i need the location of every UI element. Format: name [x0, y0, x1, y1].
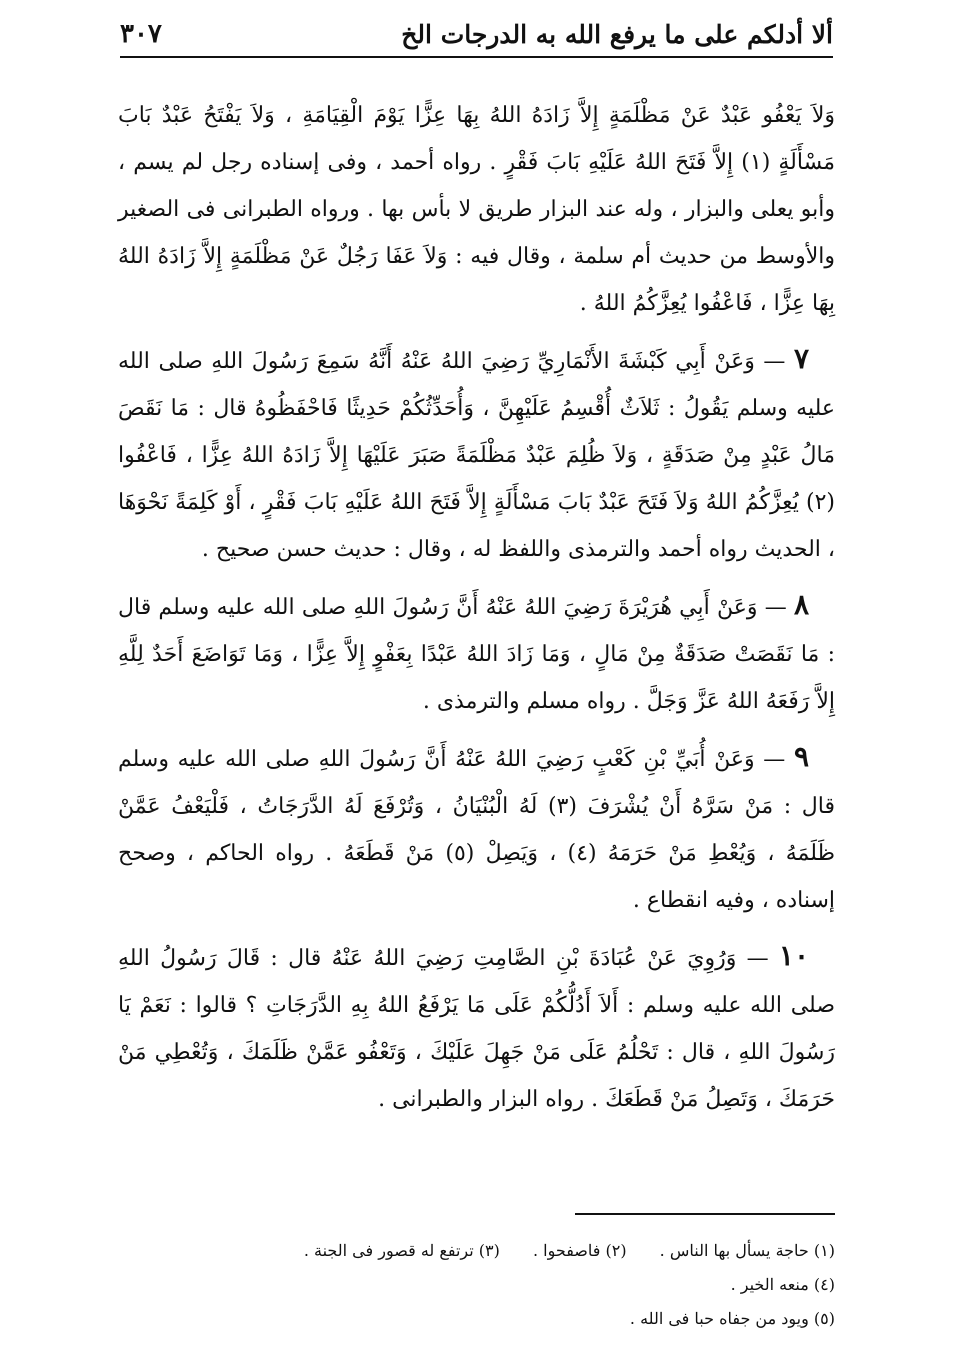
hadith-number: ١٠ — [778, 939, 809, 972]
paragraph-continuation — [118, 92, 835, 327]
header-title: ألا أدلكم على ما يرفع الله به الدرجات الخ — [401, 19, 833, 49]
footnote-1: (١) حاجة يسأل بها الناس . — [659, 1241, 835, 1260]
footnote-2: (٢) فاصفحوا . — [532, 1241, 627, 1260]
paragraph-text: — وَعَنْ أُبَيِّ بْنِ كَعْبٍ رَضِيَ اللهُ عَنْهُ أَنَّ رَسُولَ اللهِ صلى الله عليه وسلم قال : مَنْ سَرَّهُ أَنْ يُشْرَفَ (٣) لَهُ الْبُنْيَانُ ، وَتُرْفَعَ لَهُ الدَّرَجَاتُ ، فَلْيَعْفُ عَمَّنْ ظَلَمَهُ ، وَيُعْطِ مَنْ حَرَمَهُ (٤) ، وَيَصِلْ (٥) مَنْ قَطَعَهُ . رواه الحاكم ، وصحح إسناده ، وفيه انقطاع . — [118, 747, 836, 913]
hadith-number: ٧ — [793, 342, 809, 375]
page-number: ٣٠٧ — [120, 19, 162, 49]
paragraph-text: — وَرُوِيَ عَنْ عُبَادَةَ بْنِ الصَّامِتِ رَضِيَ اللهُ عَنْهُ قال : قَالَ رَسُولُ اللهِ صلى الله عليه وسلم : أَلاَ أَدُلُّكُمْ عَلَى مَا يَرْفَعُ اللهُ بِهِ الدَّرَجَاتِ ؟ قالوا : نَعَمْ يَا رَسُولَ اللهِ ، قال : تَحْلُمُ عَلَى مَنْ جَهِلَ عَلَيْكَ ، وَتَعْفُو عَمَّنْ ظَلَمَكَ ، وَتُعْطِي مَنْ حَرَمَكَ ، وَتَصِلُ مَنْ قَطَعَكَ . رواه البزار والطبرانى . — [118, 946, 835, 1112]
hadith-number: ٨ — [793, 588, 809, 621]
paragraph-text: وَلاَ يَعْفُو عَبْدٌ عَنْ مَظْلَمَةٍ إِلاَّ زَادَهُ اللهُ بِهَا عِزًّا يَوْمَ الْقِيَامَةِ ، وَلاَ يَفْتَحُ عَبْدٌ بَابَ مَسْأَلَةٍ (١) إِلاَّ فَتَحَ اللهُ عَلَيْهِ بَابَ فَقْرٍ . رواه أحمد ، وفى إسناده رجل لم يسم ، وأبو يعلى والبزار ، وله عند البزار طريق لا بأس بها . ورواه الطبرانى فى الصغير والأوسط من حديث أم سلمة ، وقال فيه : وَلاَ عَفَا رَجُلٌ عَنْ مَظْلَمَةٍ إِلاَّ زَادَهُ اللهُ بِهَا عِزًّا ، فَاعْفُوا يُعِزَّكُمُ اللهُ . — [118, 103, 835, 316]
paragraph-text: — وَعَنْ أَبِي كَبْشَةَ الأَنْمَارِيِّ رَضِيَ اللهُ عَنْهُ أَنَّهُ سَمِعَ رَسُولَ اللهِ صلى الله عليه وسلم يَقُولُ : ثَلاَثٌ أُقْسِمُ عَلَيْهِنَّ ، وَأُحَدِّثُكُمْ حَدِيثًا فَاحْفَظُوهُ قال : مَا نَقَصَ مَالُ عَبْدٍ مِنْ صَدَقَةٍ ، وَلاَ ظُلِمَ عَبْدٌ مَظْلَمَةً صَبَرَ عَلَيْهَا إِلاَّ زَادَهُ اللهُ عِزًّا ، فَاعْفُوا (٢) يُعِزَّكُمُ اللهُ وَلاَ فَتَحَ عَبْدٌ بَابَ مَسْأَلَةٍ إِلاَّ فَتَحَ اللهُ عَلَيْهِ بَابَ فَقْرٍ ، أَوْ كَلِمَةً نَحْوَهَا ، الحديث رواه أحمد والترمذى واللفظ له ، وقال : حديث حسن صحيح . — [118, 349, 836, 562]
footnote-5: (٥) ويود من جفاه حبا فى الله . — [629, 1309, 835, 1328]
hadith-9 — [118, 733, 835, 924]
footnote-3: (٣) ترتفع له قصور فى الجنة . — [303, 1241, 500, 1260]
footnote-4: (٤) منعه الخير . — [730, 1275, 835, 1294]
footnotes — [118, 1234, 835, 1336]
hadith-number: ٩ — [793, 740, 809, 773]
footnote-line-1 — [118, 1234, 835, 1268]
paragraph-text: — وَعَنْ أَبِي هُرَيْرَةَ رَضِيَ اللهُ عَنْهُ أَنَّ رَسُولَ اللهِ صلى الله عليه وسلم قال : مَا نَقَصَتْ صَدَقَةٌ مِنْ مَالٍ ، وَمَا زَادَ اللهُ عَبْدًا بِعَفْوٍ إِلاَّ عِزًّا ، وَمَا تَوَاضَعَ أَحَدٌ لِلَّهِ إِلاَّ رَفَعَهُ اللهُ عَزَّ وَجَلَّ . رواه مسلم والترمذى . — [118, 595, 835, 714]
hadith-8 — [118, 581, 835, 725]
header-rule — [120, 56, 833, 58]
running-header — [120, 12, 833, 56]
hadith-7 — [118, 335, 835, 573]
footnote-rule — [575, 1213, 835, 1215]
main-text — [118, 92, 835, 1123]
hadith-10 — [118, 932, 835, 1123]
